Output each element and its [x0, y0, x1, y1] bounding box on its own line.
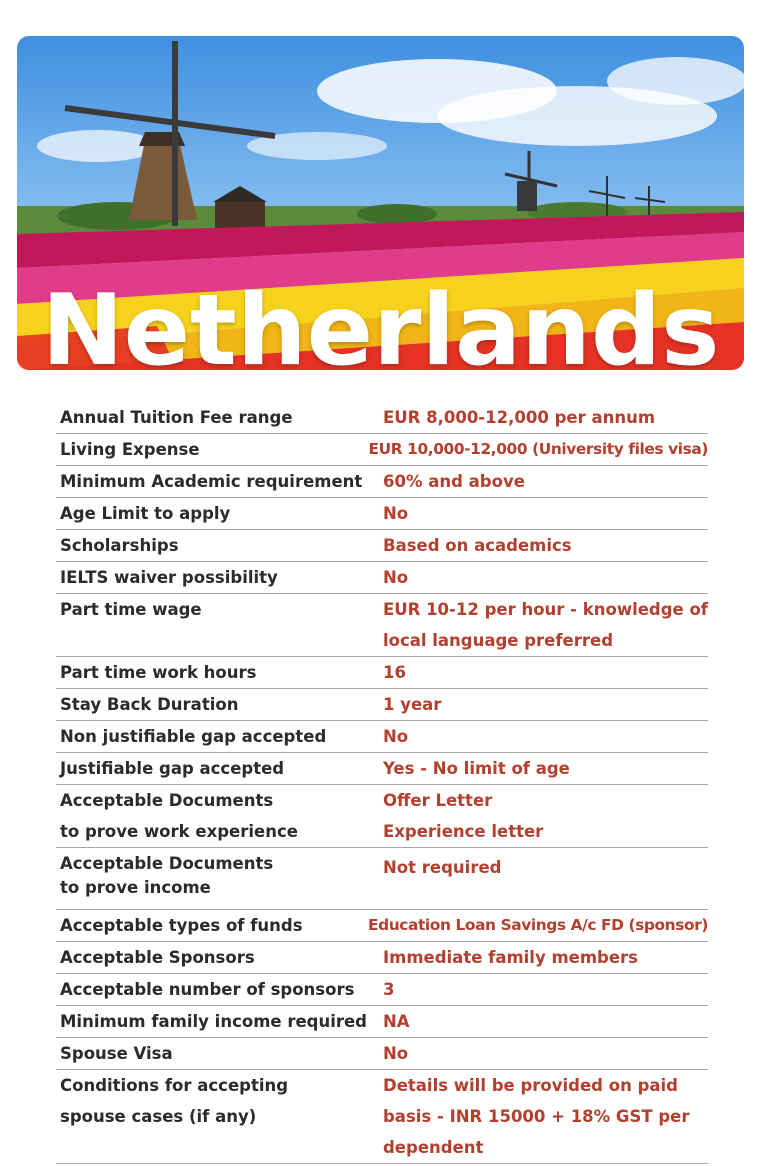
row-value: NA — [383, 1012, 410, 1031]
row-label: Minimum family income required — [60, 1012, 367, 1031]
row-value — [383, 1070, 708, 1163]
table-row — [56, 910, 708, 942]
row-value: Education Loan Savings A/c FD (sponsor) — [367, 916, 708, 934]
row-label — [56, 1070, 383, 1163]
table-row — [56, 402, 708, 434]
hero-banner — [17, 36, 744, 370]
row-value: EUR 10,000-12,000 (University files visa) — [368, 440, 708, 458]
row-value-line: Offer Letter — [383, 791, 493, 810]
row-value: Immediate family members — [383, 948, 638, 967]
table-row — [56, 466, 708, 498]
row-value: 1 year — [383, 695, 442, 714]
row-value-line: dependent — [383, 1138, 484, 1157]
row-label: Acceptable Sponsors — [60, 948, 255, 967]
row-label — [56, 848, 383, 909]
row-value-line: Experience letter — [383, 822, 544, 841]
row-label: Justifiable gap accepted — [60, 759, 285, 778]
row-label: Acceptable number of sponsors — [60, 980, 355, 999]
table-row — [56, 1006, 708, 1038]
country-title: Netherlands — [41, 274, 720, 370]
table-row — [56, 689, 708, 721]
row-value: 16 — [383, 663, 406, 682]
table-row — [56, 942, 708, 974]
row-value: 60% and above — [383, 472, 525, 491]
row-label: Annual Tuition Fee range — [60, 408, 293, 427]
row-label: Part time work hours — [60, 663, 257, 682]
table-row — [56, 498, 708, 530]
row-label: Part time wage — [60, 600, 202, 619]
row-value: 3 — [383, 980, 395, 999]
info-table — [56, 402, 708, 1164]
table-row — [56, 1070, 708, 1164]
row-value: Based on academics — [383, 536, 572, 555]
table-row — [56, 753, 708, 785]
table-row — [56, 434, 708, 466]
table-row — [56, 594, 708, 657]
row-label: Minimum Academic requirement — [60, 472, 363, 491]
row-value: No — [383, 568, 409, 587]
table-row — [56, 562, 708, 594]
row-value-line: EUR 10-12 per hour - knowledge of — [382, 600, 708, 619]
table-row — [56, 848, 708, 910]
row-value-line: Details will be provided on paid — [383, 1076, 678, 1095]
table-row — [56, 785, 708, 848]
table-row — [56, 530, 708, 562]
row-label: IELTS waiver possibility — [60, 568, 278, 587]
table-row — [56, 657, 708, 689]
row-value: No — [383, 504, 409, 523]
table-row — [56, 721, 708, 753]
row-value-line: local language preferred — [382, 631, 614, 650]
row-value — [383, 594, 708, 656]
row-label: Spouse Visa — [60, 1044, 173, 1063]
row-value-line: basis - INR 15000 + 18% GST per — [383, 1107, 690, 1126]
row-value: Yes - No limit of age — [383, 759, 570, 778]
row-label: Living Expense — [60, 440, 200, 459]
row-label-line: Acceptable Documents — [60, 791, 274, 810]
row-label: Non justifiable gap accepted — [60, 727, 327, 746]
row-label — [56, 785, 383, 847]
row-value — [383, 785, 708, 847]
row-value: No — [383, 727, 409, 746]
row-value: No — [383, 1044, 409, 1063]
table-row — [56, 974, 708, 1006]
row-label-line: to prove work experience — [60, 822, 298, 841]
row-label: Age Limit to apply — [60, 504, 231, 523]
row-label-line: spouse cases (if any) — [60, 1107, 257, 1126]
row-label: Scholarships — [60, 536, 179, 555]
row-value: Not required — [383, 858, 502, 877]
row-label-line: Conditions for accepting — [60, 1076, 289, 1095]
row-value: EUR 8,000-12,000 per annum — [383, 408, 656, 427]
row-label-line: Acceptable Documents — [60, 854, 274, 873]
row-label: Stay Back Duration — [60, 695, 239, 714]
table-row — [56, 1038, 708, 1070]
row-label: Acceptable types of funds — [60, 916, 303, 935]
row-label-line: to prove income — [60, 878, 211, 897]
